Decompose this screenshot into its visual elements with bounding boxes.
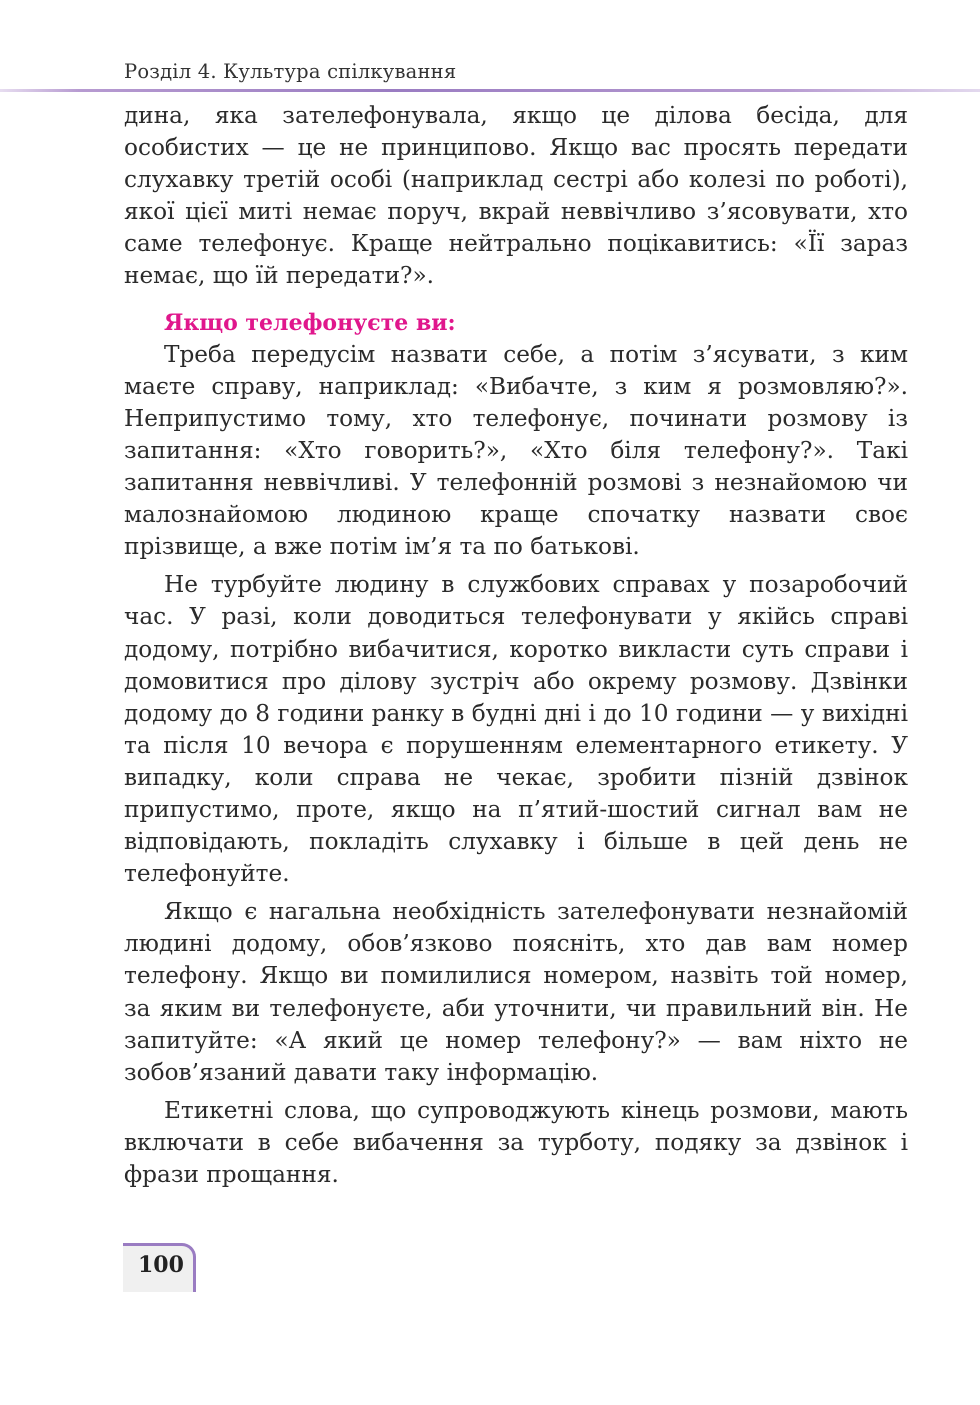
header-divider [0, 89, 980, 92]
subheading: Якщо телефонуєте ви: [164, 309, 456, 336]
paragraph-continuation: дина, яка зателефонувала, якщо це ділова бесіда, для особистих — це не принципово. Якщо вас просять передати слухавку третій особі (наприклад сестрі або колезі по роботі), якої цієї миті немає поруч, вкрай неввічливо з’ясовувати, хто саме телефонує. Краще нейтрально поцікавитись: «Її зараз немає, що їй передати?». [124, 102, 908, 290]
page-number: 100 [138, 1252, 184, 1278]
paragraph: Не турбуйте людину в службових справах у позаробочий час. У разі, коли доводиться телефонувати у якійсь справі додому, потрібно вибачитися, коротко викласти суть справи і домовитися про ділову зустріч або окрему розмову. Дзвінки додому до 8 години ранку в будні дні і до 10 години — у вихідні та після 10 вечора є порушенням елементарного етикету. У випадку, коли справа не чекає, зробити пізній дзвінок припустимо, проте, якщо на п’ятий-шостий сигнал вам не відповідають, покладіть слухавку і більше в цей день не телефонуйте. [124, 571, 908, 888]
paragraph: Етикетні слова, що супроводжують кінець розмови, мають включати в себе вибачення за турботу, подяку за дзвінок і фрази прощання. [124, 1096, 908, 1188]
page-body [124, 100, 908, 1191]
paragraph: Якщо є нагальна необхідність зателефонувати незнайомій людині додому, обов’язково поясніть, хто дав вам номер телефону. Якщо ви помилилися номером, назвіть той номер, за яким ви телефонуєте, аби уточнити, чи правильний він. Не запитуйте: «А який це номер телефону?» — вам ніхто не зобов’язаний давати таку інформацію. [124, 898, 908, 1086]
chapter-header: Розділ 4. Культура спілкування [124, 60, 457, 83]
paragraph: Треба передусім назвати себе, а потім з’ясувати, з ким маєте справу, наприклад: «Вибачте, з ким я розмовляю?». Неприпустимо тому, хто телефонує, починати розмову із запитання: «Хто говорить?», «Хто біля телефону?». Такі запитання неввічливі. У телефонній розмові з незнайомою чи малознайомою людиною краще спочатку назвати своє прізвище, а вже потім ім’я та по батькові. [124, 340, 908, 561]
